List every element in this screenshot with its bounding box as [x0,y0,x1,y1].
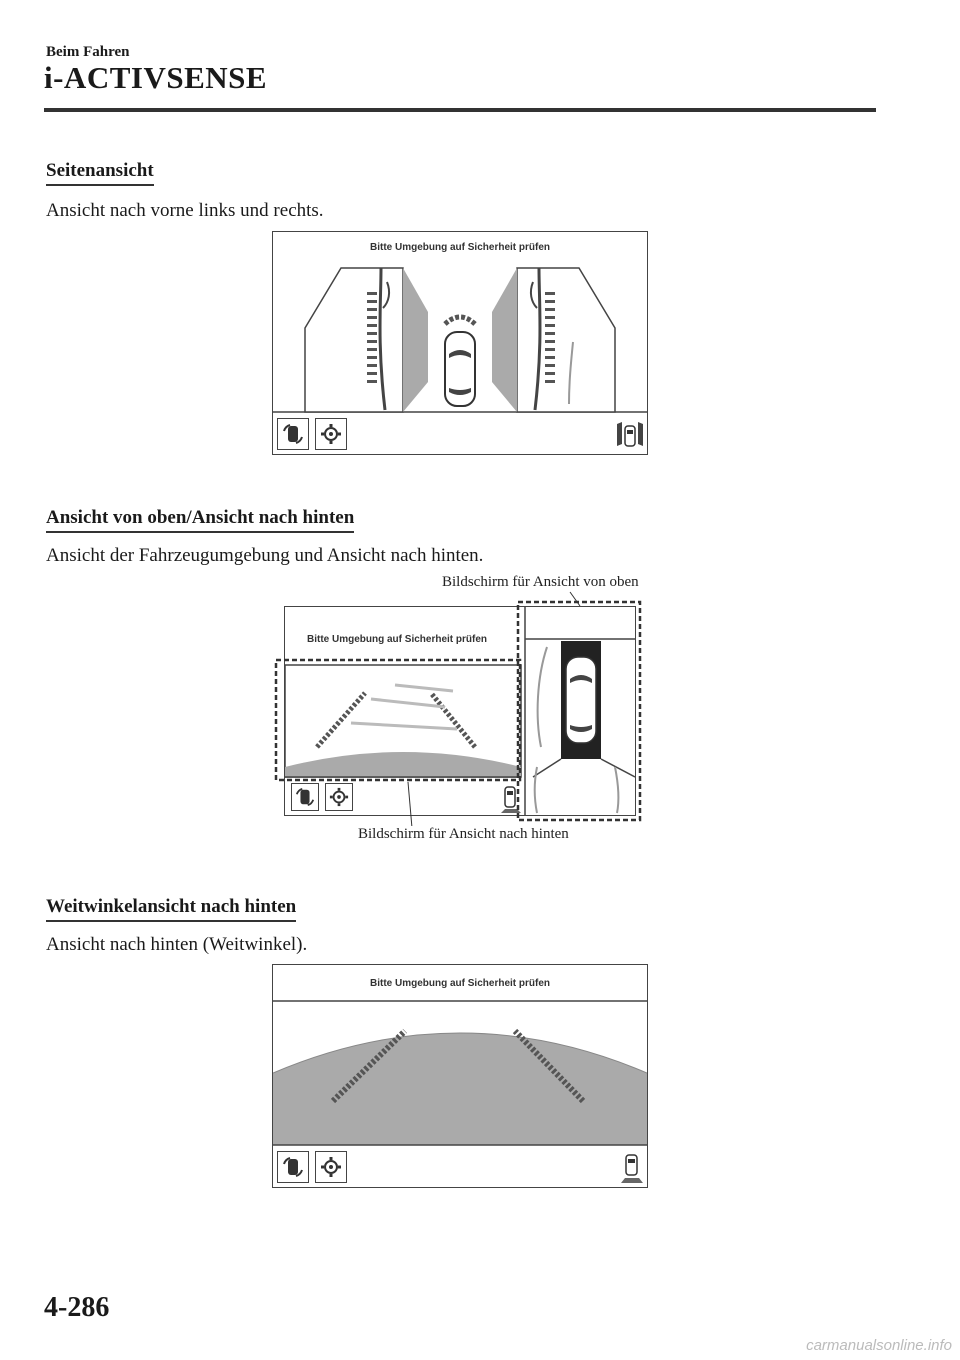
section-text-side-view: Ansicht nach vorne links und rechts. [46,200,324,221]
settings-button[interactable] [315,418,347,450]
gear-icon [320,423,342,445]
callout-rear-view: Bildschirm für Ansicht nach hinten [358,826,569,842]
vehicle-sensor-icon [617,420,643,450]
footer-site-watermark: carmanualsonline.info [806,1337,952,1354]
safety-warning-text: Bitte Umgebung auf Sicherheit prüfen [369,978,550,989]
safety-warning-text: Bitte Umgebung auf Sicherheit prüfen [307,634,488,645]
section-heading-top-rear-view: Ansicht von oben/Ansicht nach hinten [46,507,354,533]
chapter-divider [44,108,876,112]
section-text-top-rear-view: Ansicht der Fahrzeugumgebung und Ansicht nach hinten. [46,545,484,566]
callout-top-view: Bildschirm für Ansicht von oben [442,574,639,590]
settings-button[interactable] [315,1151,347,1183]
wide-rear-view-screen [272,964,648,1188]
camera-switch-icon [282,1156,304,1178]
chapter-title: i-ACTIVSENSE [44,60,268,95]
vehicle-sensor-icon [621,1153,643,1183]
page-number: 4-286 [44,1292,110,1323]
section-label: Beim Fahren [46,44,130,60]
view-switch-button[interactable] [277,418,309,450]
camera-switch-icon [282,423,304,445]
section-heading-side-view: Seitenansicht [46,160,154,186]
safety-warning-text: Bitte Umgebung auf Sicherheit prüfen [369,242,550,253]
callout-frames [270,596,650,826]
view-switch-button[interactable] [277,1151,309,1183]
gear-icon [320,1156,342,1178]
section-text-wide-rear-view: Ansicht nach hinten (Weitwinkel). [46,934,308,955]
side-view-screen [272,231,648,455]
section-heading-wide-rear-view: Weitwinkelansicht nach hinten [46,896,296,922]
